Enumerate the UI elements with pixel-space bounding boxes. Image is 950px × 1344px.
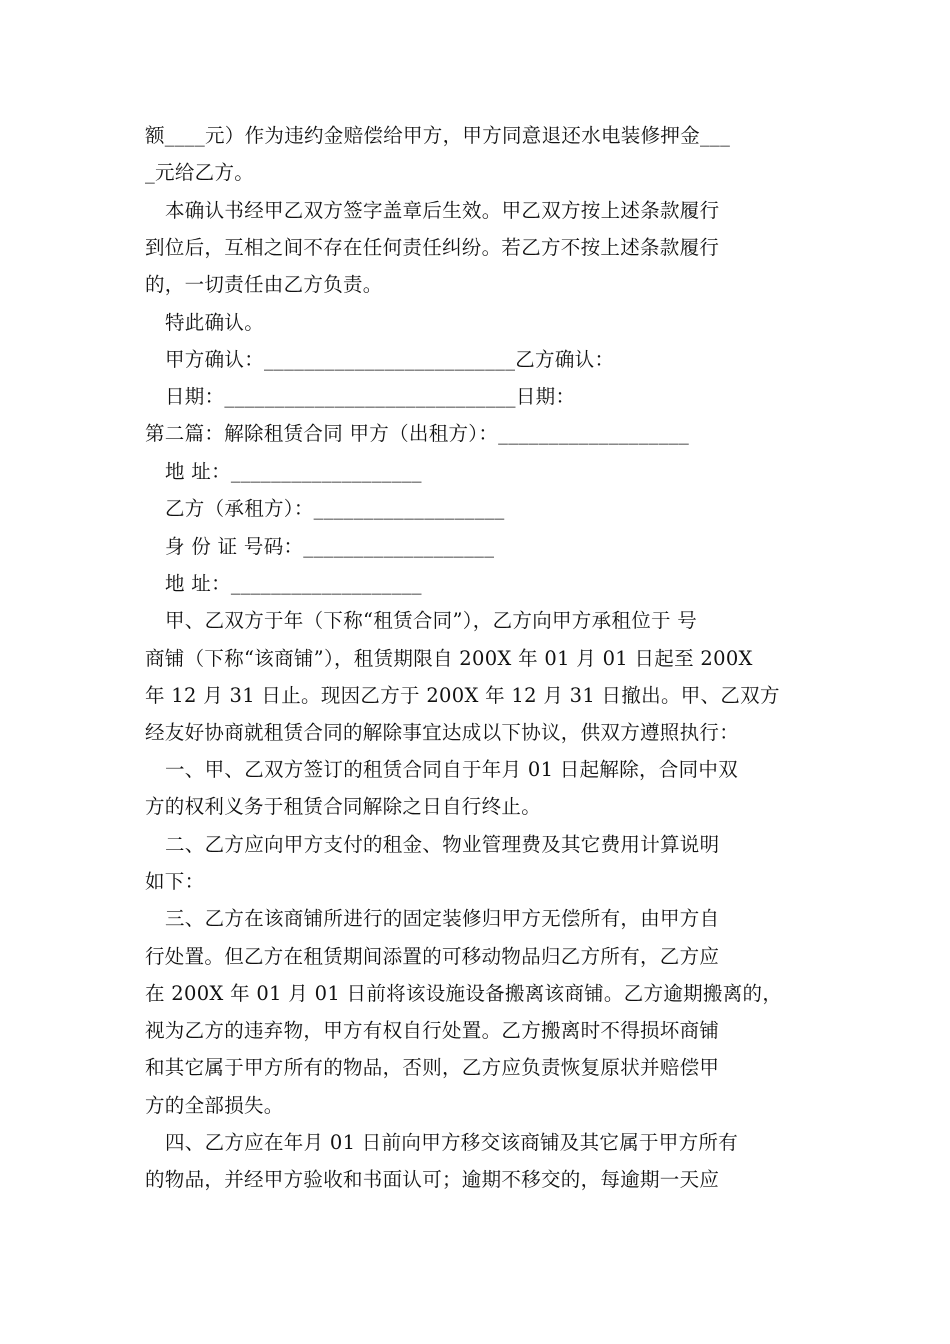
party-field-lessee: 乙方（承租方）：___________________ <box>165 497 505 520</box>
party-field-address: 地 址：___________________ <box>165 460 422 483</box>
clause-line: 二、乙方应向甲方支付的租金、物业管理费及其它费用计算说明 <box>165 833 720 856</box>
party-field-id-number: 身 份 证 号码：___________________ <box>165 535 495 558</box>
text-line: 如下： <box>145 870 205 893</box>
text-line: 年 12 月 31 日止。现因乙方于 200X 年 12 月 31 日撤出。甲、乙双方 <box>145 684 780 707</box>
text-line: 特此确认。 <box>165 311 265 334</box>
text-line: 甲、乙双方于年（下称“租赁合同”），乙方向甲方承租位于 号 <box>165 609 698 632</box>
text-line: 在 200X 年 01 月 01 日前将该设施设备搬离该商铺。乙方逾期搬离的， <box>145 982 783 1005</box>
text-line: 行处置。但乙方在租赁期间添置的可移动物品归乙方所有，乙方应 <box>145 945 720 968</box>
text-line: 和其它属于甲方所有的物品，否则，乙方应负责恢复原状并赔偿甲 <box>145 1056 720 1079</box>
text-line: 经友好协商就租赁合同的解除事宜达成以下协议，供双方遵照执行： <box>145 721 740 744</box>
text-line: 额____元）作为违约金赔偿给甲方，甲方同意退还水电装修押金___ <box>145 124 731 147</box>
clause-line: 三、乙方在该商铺所进行的固定装修归甲方无偿所有，由甲方自 <box>165 907 720 930</box>
text-line: 方的全部损失。 <box>145 1094 284 1117</box>
text-line: 到位后，互相之间不存在任何责任纠纷。若乙方不按上述条款履行 <box>145 236 720 259</box>
text-line: 的，一切责任由乙方负责。 <box>145 273 383 296</box>
clause-line: 一、甲、乙双方签订的租赁合同自于年月 01 日起解除，合同中双 <box>165 758 739 781</box>
text-line: 本确认书经甲乙双方签字盖章后生效。甲乙双方按上述条款履行 <box>165 199 720 222</box>
clause-line: 四、乙方应在年月 01 日前向甲方移交该商铺及其它属于甲方所有 <box>165 1131 739 1154</box>
text-line: 商铺（下称“该商铺”），租赁期限自 200X 年 01 月 01 日起至 200X <box>145 647 753 670</box>
section-heading: 第二篇：解除租赁合同 甲方（出租方）：___________________ <box>145 422 690 445</box>
text-line: 方的权利义务于租赁合同解除之日自行终止。 <box>145 795 542 818</box>
signature-line-confirm: 甲方确认：_________________________乙方确认： <box>165 348 615 371</box>
text-line: _元给乙方。 <box>145 161 255 184</box>
text-line: 的物品，并经甲方验收和书面认可；逾期不移交的，每逾期一天应 <box>145 1168 720 1191</box>
party-field-address: 地 址：___________________ <box>165 572 422 595</box>
signature-line-date: 日期：_____________________________日期： <box>165 385 576 408</box>
text-line: 视为乙方的违弃物，甲方有权自行处置。乙方搬离时不得损坏商铺 <box>145 1019 720 1042</box>
